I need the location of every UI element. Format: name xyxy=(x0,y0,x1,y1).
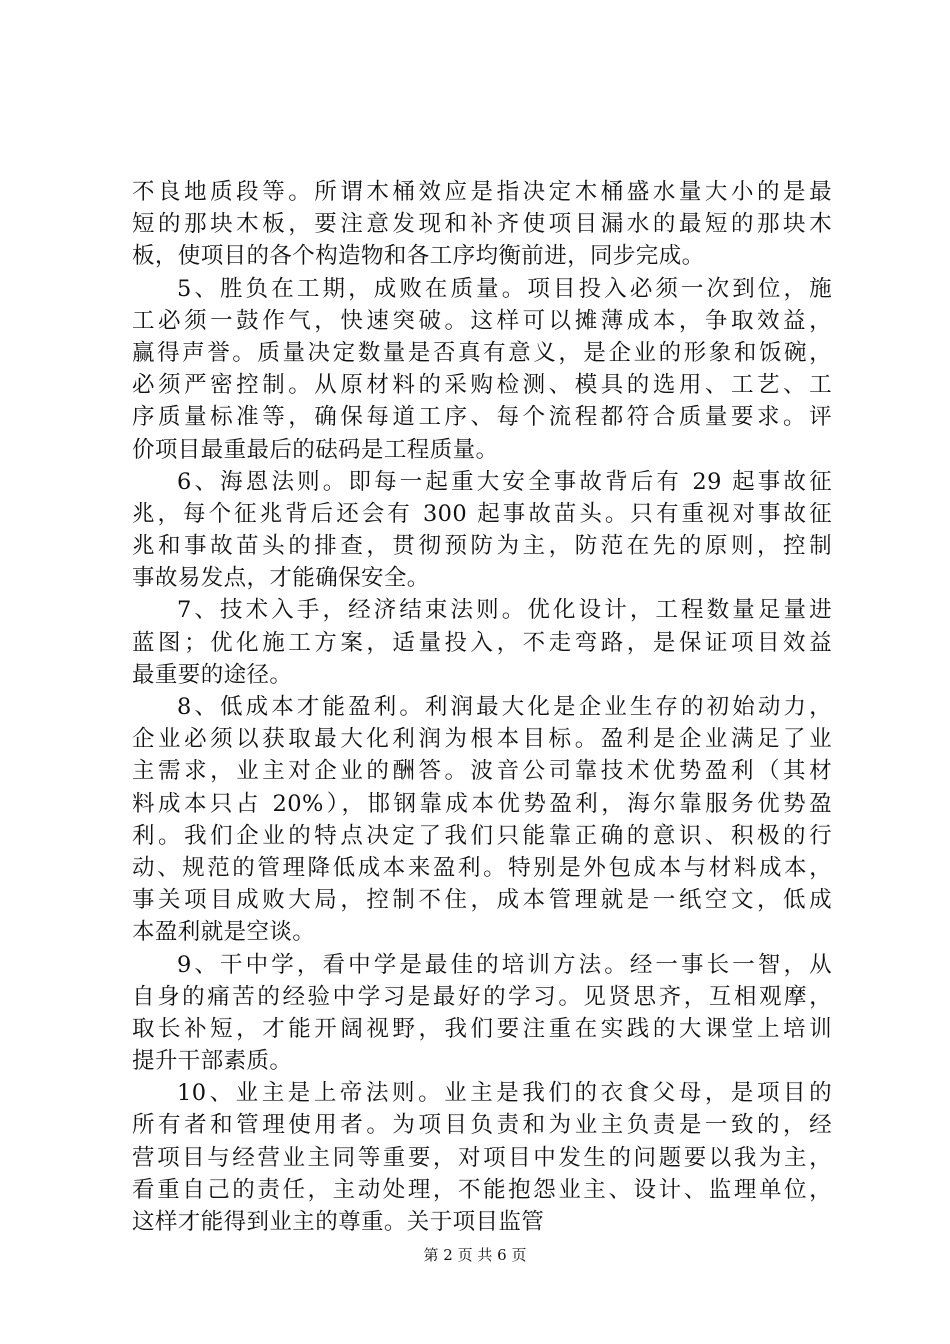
text-line: 料成本只占 20%），邯钢靠成本优势盈利，海尔靠服务优势盈 xyxy=(132,790,832,817)
text-line: 序质量标准等，确保每道工序、每个流程都符合质量要求。评 xyxy=(132,404,832,431)
text-line: 板，使项目的各个构造物和各工序均衡前进，同步完成。 xyxy=(132,243,705,270)
text-line: 本盈利就是空谈。 xyxy=(132,919,316,946)
text-line: 10、业主是上帝法则。业主是我们的衣食父母，是项目的 xyxy=(177,1080,832,1107)
text-line: 看重自己的责任，主动处理，不能抱怨业主、设计、监理单位， xyxy=(132,1176,832,1203)
text-line: 短的那块木板，要注意发现和补齐使项目漏水的最短的那块木 xyxy=(132,211,832,238)
paragraph-9 xyxy=(132,949,832,1078)
text-line: 企业必须以获取最大化利润为根本目标。盈利是企业满足了业 xyxy=(132,726,832,753)
text-line: 蓝图；优化施工方案，适量投入，不走弯路，是保证项目效益 xyxy=(132,629,832,656)
text-line: 最重要的途径。 xyxy=(132,661,293,688)
text-line: 这样才能得到业主的尊重。关于项目监管 xyxy=(132,1209,545,1235)
text-line: 动、规范的管理降低成本来盈利。特别是外包成本与材料成本， xyxy=(132,854,832,881)
text-line: 营项目与经营业主同等重要，对项目中发生的问题要以我为主， xyxy=(132,1144,832,1171)
paragraph-intro xyxy=(132,176,832,273)
text-line: 8、低成本才能盈利。利润最大化是企业生存的初始动力， xyxy=(177,694,832,720)
text-line: 赢得声誉。质量决定数量是否真有意义，是企业的形象和饭碗， xyxy=(132,339,832,366)
text-line: 利。我们企业的特点决定了我们只能靠正确的意识、积极的行 xyxy=(132,822,832,849)
text-line: 提升干部素质。 xyxy=(132,1048,293,1075)
text-line: 6、海恩法则。即每一起重大安全事故背后有 29 起事故征 xyxy=(177,468,832,495)
paragraph-10 xyxy=(132,1077,832,1238)
text-line: 价项目最重最后的砝码是工程质量。 xyxy=(132,436,499,463)
text-line: 事关项目成败大局，控制不住，成本管理就是一纸空文，低成 xyxy=(132,887,832,914)
paragraph-6 xyxy=(132,466,832,595)
text-line: 兆，每个征兆背后还会有 300 起事故苗头。只有重视对事故征 xyxy=(132,500,832,527)
text-line: 7、技术入手，经济结束法则。优化设计，工程数量足量进 xyxy=(177,597,832,624)
paragraph-5 xyxy=(132,273,832,466)
text-line: 5、胜负在工期，成败在质量。项目投入必须一次到位，施 xyxy=(177,275,832,302)
text-line: 兆和事故苗头的排查，贯彻预防为主，防范在先的原则，控制 xyxy=(132,533,832,560)
text-line: 所有者和管理使用者。为项目负责和为业主负责是一致的，经 xyxy=(132,1112,832,1139)
text-line: 取长补短，才能开阔视野，我们要注重在实践的大课堂上培训 xyxy=(132,1015,832,1042)
text-line: 事故易发点，才能确保安全。 xyxy=(132,565,430,592)
page-footer: 第 2 页 共 6 页 xyxy=(423,1246,527,1264)
text-line: 工必须一鼓作气，快速突破。这样可以摊薄成本，争取效益， xyxy=(132,307,832,334)
text-line: 9、干中学，看中学是最佳的培训方法。经一事长一智，从 xyxy=(177,951,832,978)
text-line: 必须严密控制。从原材料的采购检测、模具的选用、工艺、工 xyxy=(132,372,832,399)
text-line: 主需求，业主对企业的酬答。波音公司靠技术优势盈利（其材 xyxy=(132,758,832,785)
document-body xyxy=(132,176,832,1238)
text-line: 自身的痛苦的经验中学习是最好的学习。见贤思齐，互相观摩， xyxy=(132,983,832,1010)
paragraph-7 xyxy=(132,594,832,691)
paragraph-8 xyxy=(132,691,832,949)
text-line: 不良地质段等。所谓木桶效应是指决定木桶盛水量大小的是最 xyxy=(132,179,832,205)
